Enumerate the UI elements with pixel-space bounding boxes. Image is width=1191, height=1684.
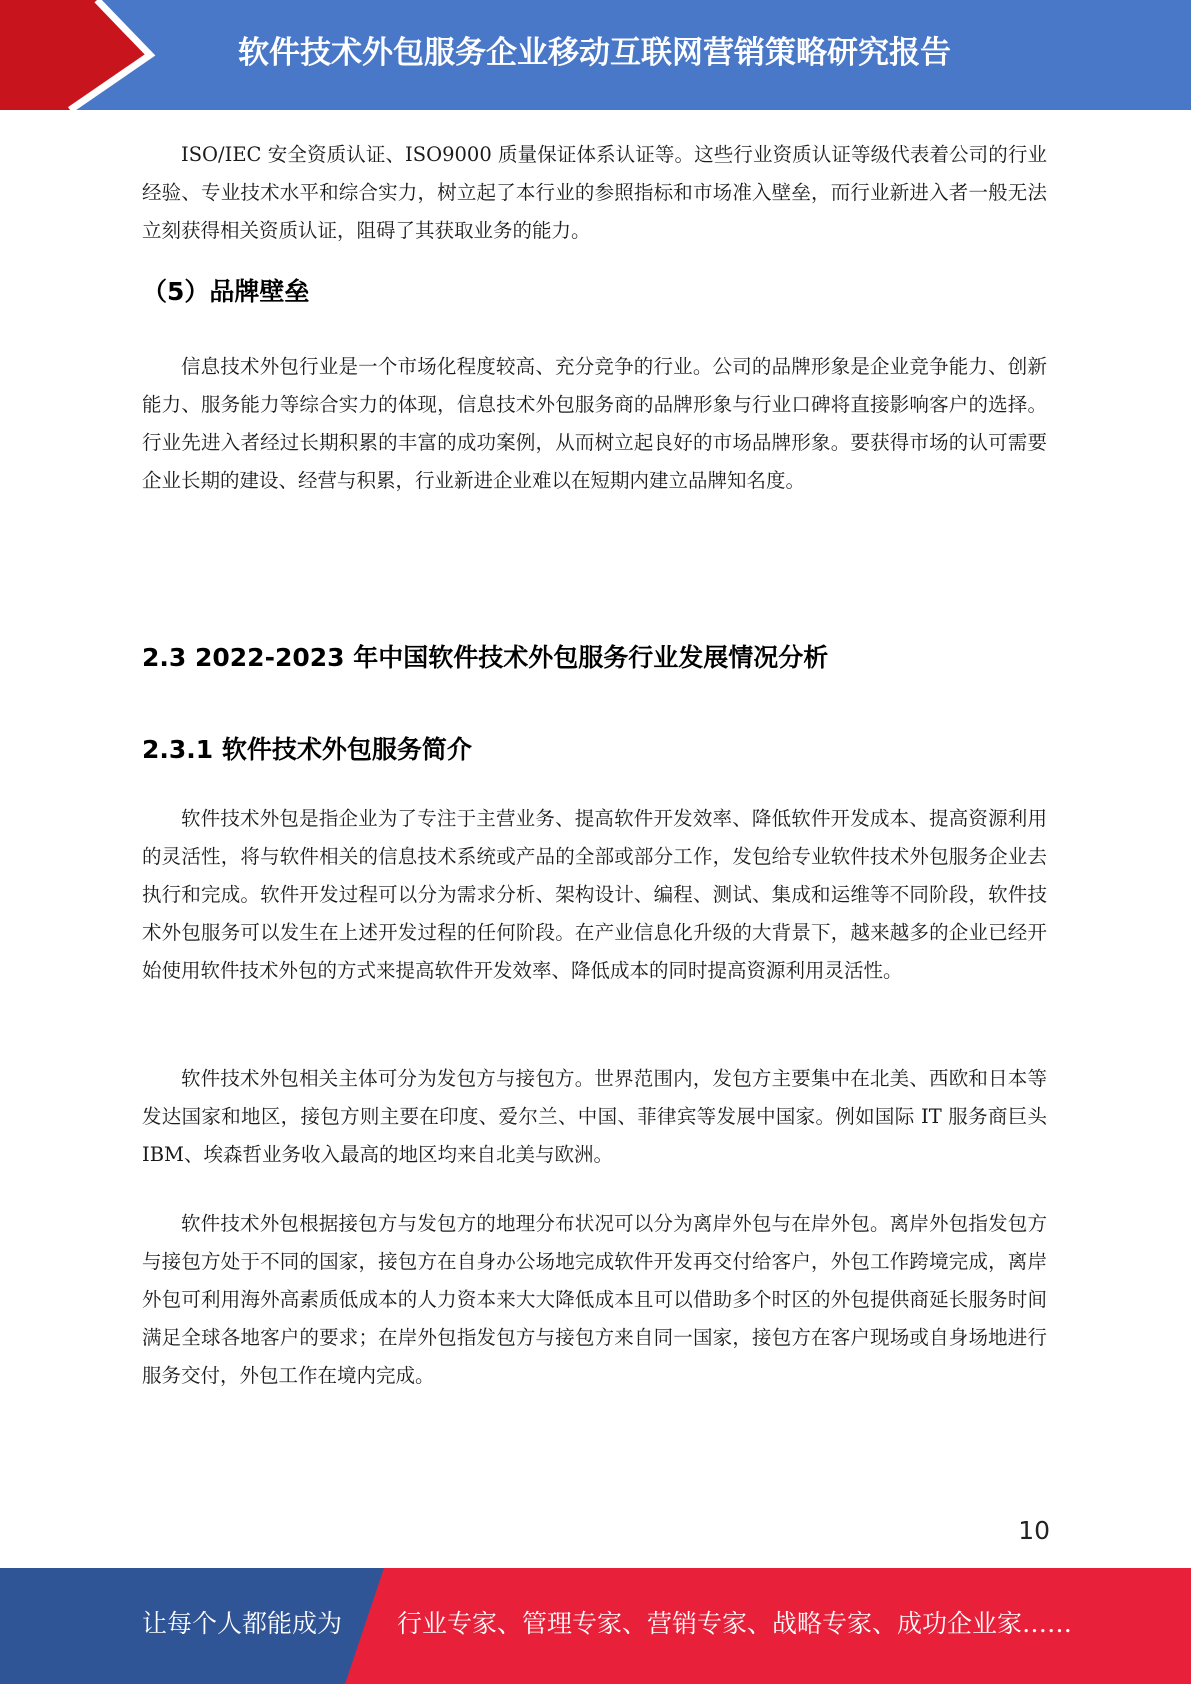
page-header-band bbox=[0, 0, 1191, 110]
subsection-heading: 2.3.1 软件技术外包服务简介 bbox=[142, 735, 472, 764]
page-number: 10 bbox=[1018, 1516, 1050, 1545]
paragraph-qualification: ISO/IEC 安全资质认证、ISO9000 质量保证体系认证等。这些行业资质认证等级代表着公司的行业经验、专业技术水平和综合实力，树立起了本行业的参照指标和市场准入壁垒，而行业新进入者一般无法立刻获得相关资质认证，阻碍了其获取业务的能力。 bbox=[142, 143, 1047, 242]
paragraph-outsourcing-intro: 软件技术外包是指企业为了专注于主营业务、提高软件开发效率、降低软件开发成本、提高资源利用的灵活性，将与软件相关的信息技术系统或产品的全部或部分工作，发包给专业软件技术外包服务企业去执行和完成。软件开发过程可以分为需求分析、架构设计、编程、测试、集成和运维等不同阶段，软件技术外包服务可以发生在上述开发过程的任何阶段。在产业信息化升级的大背景下，越来越多的企业已经开始使用软件技术外包的方式来提高软件开发效率、降低成本的同时提高资源利用灵活性。 bbox=[142, 807, 1047, 982]
paragraph-brand-barrier: 信息技术外包行业是一个市场化程度较高、充分竞争的行业。公司的品牌形象是企业竞争能力、创新能力、服务能力等综合实力的体现，信息技术外包服务商的品牌形象与行业口碑将直接影响客户的选择。行业先进入者经过长期积累的丰富的成功案例，从而树立起良好的市场品牌形象。要获得市场的认可需要企业长期的建设、经营与积累，行业新进企业难以在短期内建立品牌知名度。 bbox=[142, 355, 1047, 492]
page-footer-band bbox=[0, 1568, 1191, 1684]
heading-brand-barrier: （5）品牌壁垒 bbox=[142, 277, 310, 306]
paragraph-outsourcing-parties: 软件技术外包相关主体可分为发包方与接包方。世界范围内，发包方主要集中在北美、西欧和日本等发达国家和地区，接包方则主要在印度、爱尔兰、中国、菲律宾等发展中国家。例如国际 IT 服务商巨头 IBM、埃森哲业务收入最高的地区均来自北美与欧洲。 bbox=[142, 1067, 1047, 1166]
paragraph-offshore-onshore: 软件技术外包根据接包方与发包方的地理分布状况可以分为离岸外包与在岸外包。离岸外包指发包方与接包方处于不同的国家，接包方在自身办公场地完成软件开发再交付给客户，外包工作跨境完成，离岸外包可利用海外高素质低成本的人力资本来大大降低成本且可以借助多个时区的外包提供商延长服务时间满足全球各地客户的要求；在岸外包指发包方与接包方来自同一国家，接包方在客户现场或自身场地进行服务交付，外包工作在境内完成。 bbox=[142, 1212, 1047, 1387]
footer-slogan-left: 让每个人都能成为 bbox=[142, 1609, 343, 1638]
footer-slogan-right: 行业专家、管理专家、营销专家、战略专家、成功企业家…… bbox=[397, 1609, 1073, 1638]
section-heading: 2.3 2022-2023 年中国软件技术外包服务行业发展情况分析 bbox=[142, 643, 829, 672]
report-title: 软件技术外包服务企业移动互联网营销策略研究报告 bbox=[238, 35, 951, 71]
